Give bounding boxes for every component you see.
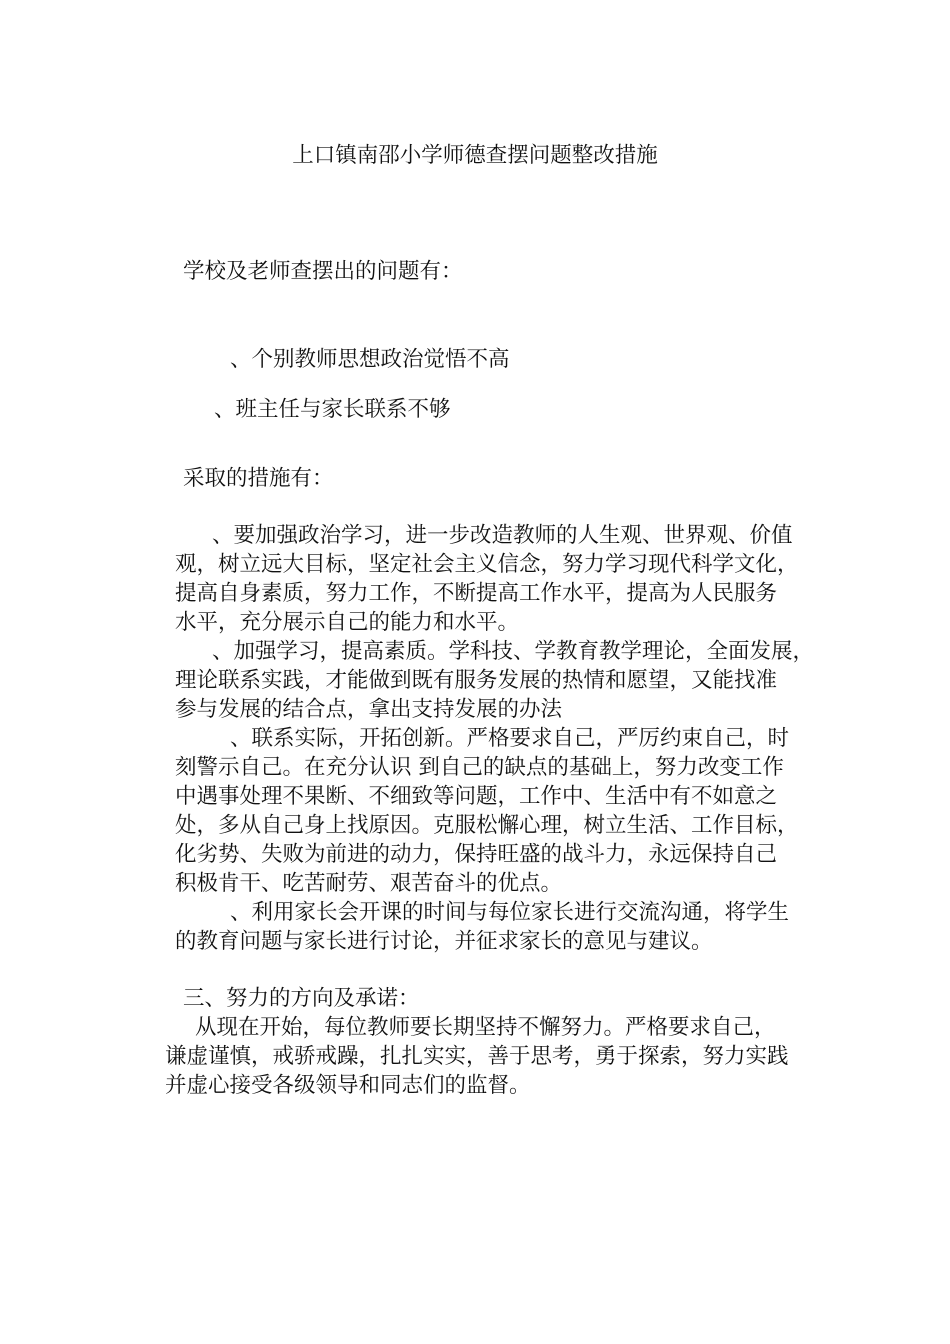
document-title: 上口镇南邵小学师德查摆问题整改措施 xyxy=(292,143,658,168)
measure-line: 中遇事处理不果断、不细致等问题，工作中、生活中有不如意之 xyxy=(175,784,778,809)
problems-heading: 学校及老师查摆出的问题有： xyxy=(183,259,463,284)
commitment-line: 谦虚谨慎，戒骄戒躁，扎扎实实，善于思考，勇于探索，努力实践 xyxy=(165,1044,789,1069)
problem-item-2: 、班主任与家长联系不够 xyxy=(214,397,451,422)
measure-line: 观，树立远大目标，坚定社会主义信念，努力学习现代科学文化， xyxy=(175,552,799,577)
measure-line: 积极肯干、吃苦耐劳、艰苦奋斗的优点。 xyxy=(175,871,563,896)
measure-line: 处，多从自己身上找原因。克服松懈心理，树立生活、工作目标， xyxy=(175,813,799,838)
measure-line: 、加强学习，提高素质。学科技、学教育教学理论，全面发展， xyxy=(212,639,815,664)
measure-line: 刻警示自己。在充分认识 到自己的缺点的基础上，努力改变工作 xyxy=(175,755,784,780)
measure-line: 水平，充分展示自己的能力和水平。 xyxy=(175,610,520,635)
measure-line: 化劣势、失败为前进的动力，保持旺盛的战斗力，永远保持自己 xyxy=(175,842,778,867)
measure-line: 、利用家长会开课的时间与每位家长进行交流沟通，将学生 xyxy=(230,900,790,925)
measures-heading: 采取的措施有： xyxy=(183,466,334,491)
measure-line: 、联系实际，开拓创新。严格要求自己，严厉约束自己，时 xyxy=(230,726,790,751)
measure-line: 、要加强政治学习，进一步改造教师的人生观、世界观、价值 xyxy=(212,523,793,548)
measure-line: 的教育问题与家长进行讨论，并征求家长的意见与建议。 xyxy=(175,929,713,954)
measure-line: 理论联系实践，才能做到既有服务发展的热情和愿望，又能找准 xyxy=(175,668,778,693)
measure-line: 提高自身素质，努力工作，不断提高工作水平，提高为人民服务 xyxy=(175,581,778,606)
commitment-line: 并虚心接受各级领导和同志们的监督。 xyxy=(165,1073,531,1098)
section-three-heading: 三、努力的方向及承诺： xyxy=(183,986,420,1011)
commitment-line: 从现在开始，每位教师要长期坚持不懈努力。严格要求自己， xyxy=(195,1015,776,1040)
measure-line: 参与发展的结合点，拿出支持发展的办法 xyxy=(175,697,563,722)
problem-item-1: 、个别教师思想政治觉悟不高 xyxy=(230,347,510,372)
